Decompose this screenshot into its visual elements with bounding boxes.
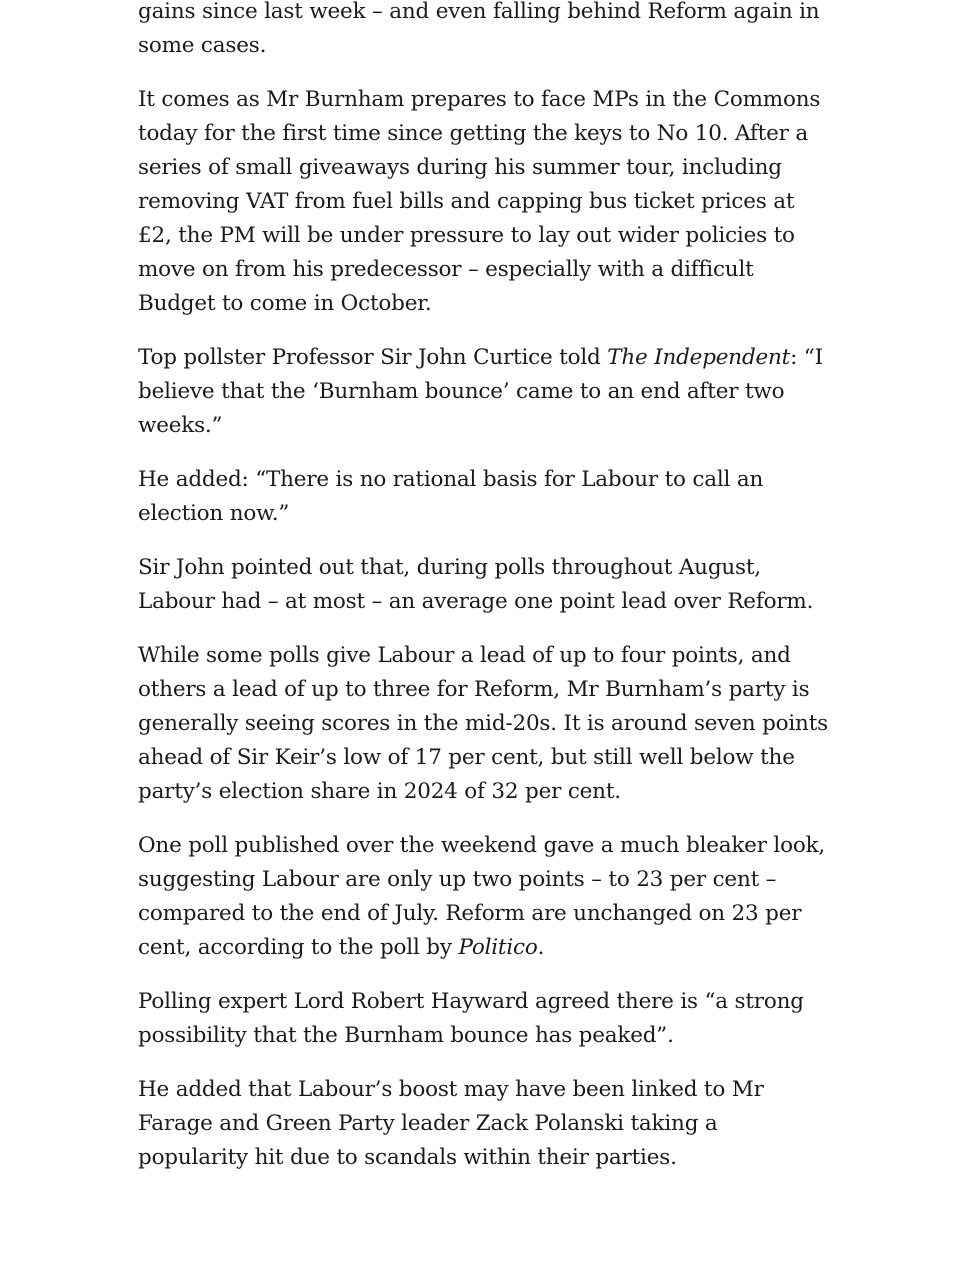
article-paragraph: [138, 463, 828, 531]
paragraph-text: gains since last week – and even falling behind Reform again in some cases.: [138, 0, 820, 58]
article-paragraph: [138, 551, 828, 619]
paragraph-text: : “I believe that the ‘Burnham bounce’ came to an end after two weeks.”: [138, 345, 823, 438]
publication-name: Politico: [458, 935, 538, 960]
article-paragraph: [138, 83, 828, 321]
article-body: [138, 0, 828, 1195]
article-paragraph: [138, 639, 828, 809]
paragraph-text: While some polls give Labour a lead of up to four points, and others a lead of up to three for Reform, Mr Burnham’s party is generally seeing scores in the mid-20s. It is around seven points ahead of Sir Keir’s low of 17 per cent, but still well below the party’s election share in 2024 of 32 per cent.: [138, 643, 828, 804]
article-paragraph: [138, 985, 828, 1053]
article-paragraph: [138, 1073, 828, 1175]
paragraph-text: One poll published over the weekend gave a much bleaker look, suggesting Labour are only up two points – to 23 per cent – compared to the end of July. Reform are unchanged on 23 per cent, according to the poll by: [138, 833, 826, 960]
paragraph-text: Polling expert Lord Robert Hayward agreed there is “a strong possibility that the Burnham bounce has peaked”.: [138, 989, 804, 1048]
paragraph-text: .: [537, 935, 545, 960]
paragraph-text: Sir John pointed out that, during polls throughout August, Labour had – at most – an average one point lead over Reform.: [138, 555, 814, 614]
paragraph-text: He added: “There is no rational basis for Labour to call an election now.”: [138, 467, 764, 526]
article-paragraph: [138, 829, 828, 965]
article-paragraph: [138, 341, 828, 443]
paragraph-text: He added that Labour’s boost may have been linked to Mr Farage and Green Party leader Zack Polanski taking a popularity hit due to scandals within their parties.: [138, 1077, 764, 1170]
article-paragraph: [138, 0, 828, 63]
paragraph-text: Top pollster Professor Sir John Curtice told: [138, 345, 608, 370]
publication-name: The Independent: [607, 345, 791, 370]
paragraph-text: It comes as Mr Burnham prepares to face MPs in the Commons today for the first time since getting the keys to No 10. After a series of small giveaways during his summer tour, including removing VAT from fuel bills and capping bus ticket prices at £2, the PM will be under pressure to lay out wider policies to move on from his predecessor – especially with a difficult Budget to come in October.: [138, 87, 821, 316]
